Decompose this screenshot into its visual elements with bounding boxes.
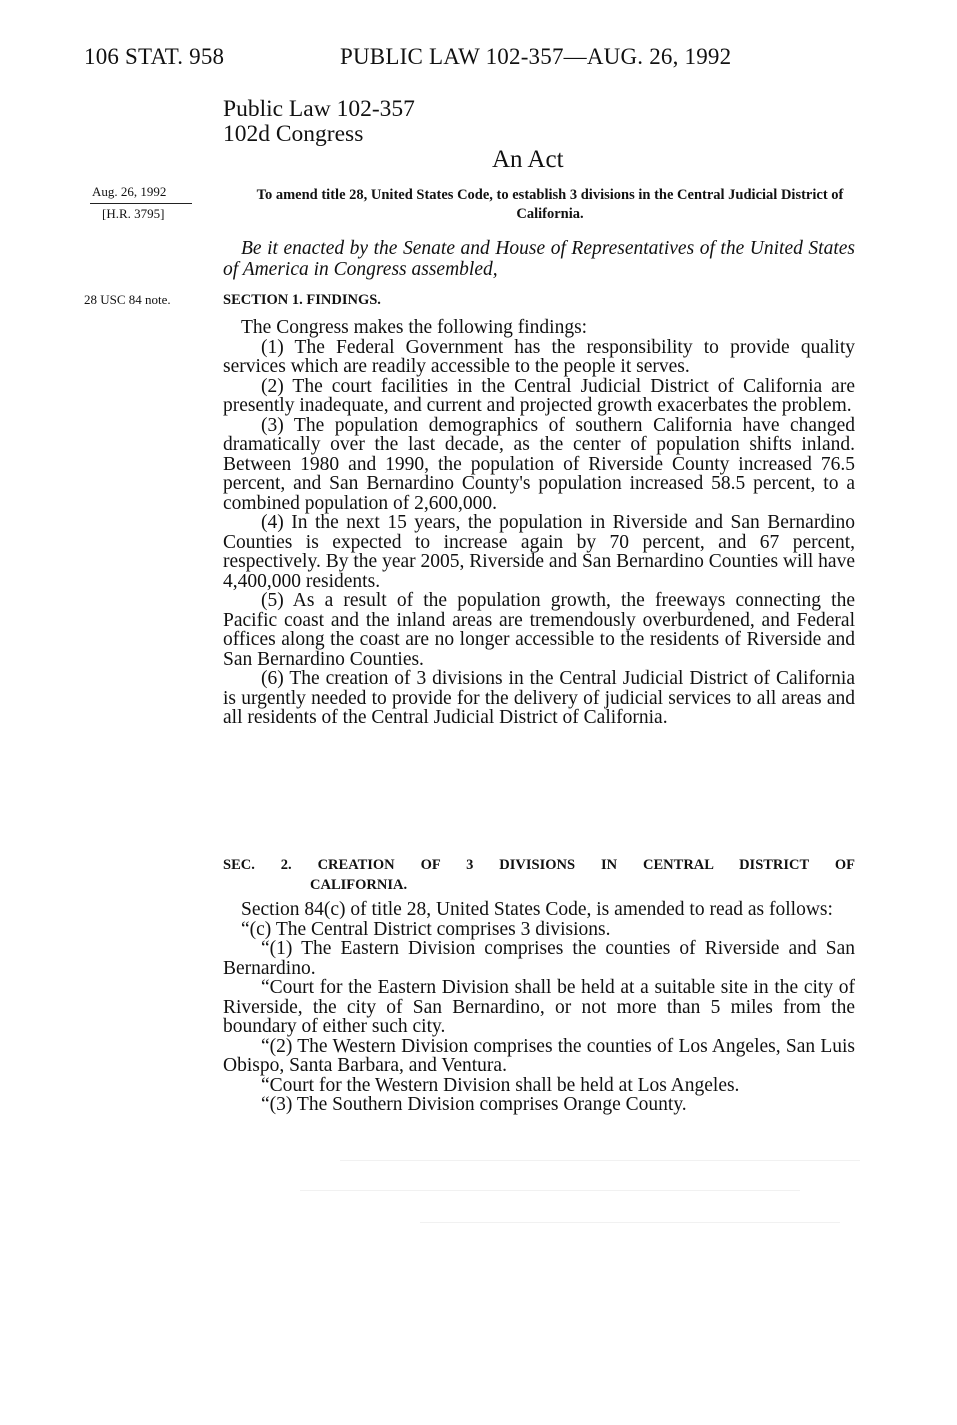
section-1-heading: SECTION 1. FINDINGS. [223, 292, 381, 308]
section-1-body [223, 318, 855, 728]
amendment-line-1: “(1) The Eastern Division comprises the counties of Riverside and San Bernardino. [223, 938, 855, 979]
running-header: PUBLIC LAW 102-357—AUG. 26, 1992 [340, 44, 732, 69]
section-2-heading-line-2: CALIFORNIA. [310, 877, 408, 893]
findings-intro: The Congress makes the following findings: [241, 317, 588, 338]
finding-5: (5) As a result of the population growth, the freeways connecting the Pacific coast and the inland areas are tremendously overburdened, and Federal offices along the coast are no longer accessible to the residents of Riverside and San Bernardino Counties. [223, 590, 855, 670]
margin-usc-note: 28 USC 84 note. [84, 292, 171, 307]
amendment-line-2: “(2) The Western Division comprises the counties of Los Angeles, San Luis Obispo, Santa Barbara, and Ventura. [223, 1035, 855, 1076]
finding-3: (3) The population demographics of southern California have changed dramatically over the last decade, as the center of population shifts inland. Between 1980 and 1990, the population of Riverside County increased 76.5 percent, and San Bernardino County's population increased 58.5 percent, to a combined population of 2,600,000. [223, 414, 855, 514]
page-stat-reference: 106 STAT. 958 [84, 44, 225, 69]
bleed-through-line [340, 1160, 860, 1161]
bleed-through-line [420, 1222, 840, 1223]
finding-2: (2) The court facilities in the Central Judicial District of California are presently inadequate, and current and projected growth exacerbates the problem. [223, 375, 855, 416]
margin-bill-number: [H.R. 3795] [102, 206, 165, 221]
congress-number: 102d Congress [223, 121, 364, 147]
margin-date: Aug. 26, 1992 [92, 184, 167, 199]
amendment-line-western-court: “Court for the Western Division shall be held at Los Angeles. [261, 1074, 740, 1096]
amendment-intro: Section 84(c) of title 28, United States Code, is amended to read as follows: [241, 899, 833, 920]
section-2-heading [223, 855, 855, 895]
amendment-line-3: “(3) The Southern Division comprises Orange County. [261, 1094, 687, 1115]
finding-6: (6) The creation of 3 divisions in the Central Judicial District of California is urgently needed to provide for the delivery of judicial services to all areas and all residents of the Central Judicial District of California. [223, 668, 855, 728]
section-2-body [223, 900, 855, 1115]
bleed-through-line [300, 1190, 800, 1191]
finding-4: (4) In the next 15 years, the population in Riverside and San Bernardino Counties is expected to increase again by 70 percent, and 67 percent, respectively. By the year 2005, Riverside and San Bernardino Counties will have 4,400,000 residents. [223, 512, 855, 592]
enacting-clause: Be it enacted by the Senate and House of Representatives of the United States of America in Congress assembled, [223, 238, 855, 280]
amendment-line-eastern-court: “Court for the Eastern Division shall be held at a suitable site in the city of Riverside, the city of San Bernardino, or not more than 5 miles from the boundary of either such city. [223, 977, 855, 1037]
purpose-statement: To amend title 28, United States Code, to establish 3 divisions in the Central Judicial District of California. [256, 187, 844, 222]
section-2-heading-line-1: SEC. 2. CREATION OF 3 DIVISIONS IN CENTRAL DISTRICT OF [223, 857, 855, 873]
margin-divider [90, 203, 192, 204]
finding-1: (1) The Federal Government has the responsibility to provide quality services which are readily accessible to the people it serves. [223, 336, 855, 377]
public-law-number: Public Law 102-357 [223, 96, 415, 122]
act-title: An Act [492, 146, 564, 173]
amendment-line-c: “(c) The Central District comprises 3 divisions. [241, 918, 611, 940]
